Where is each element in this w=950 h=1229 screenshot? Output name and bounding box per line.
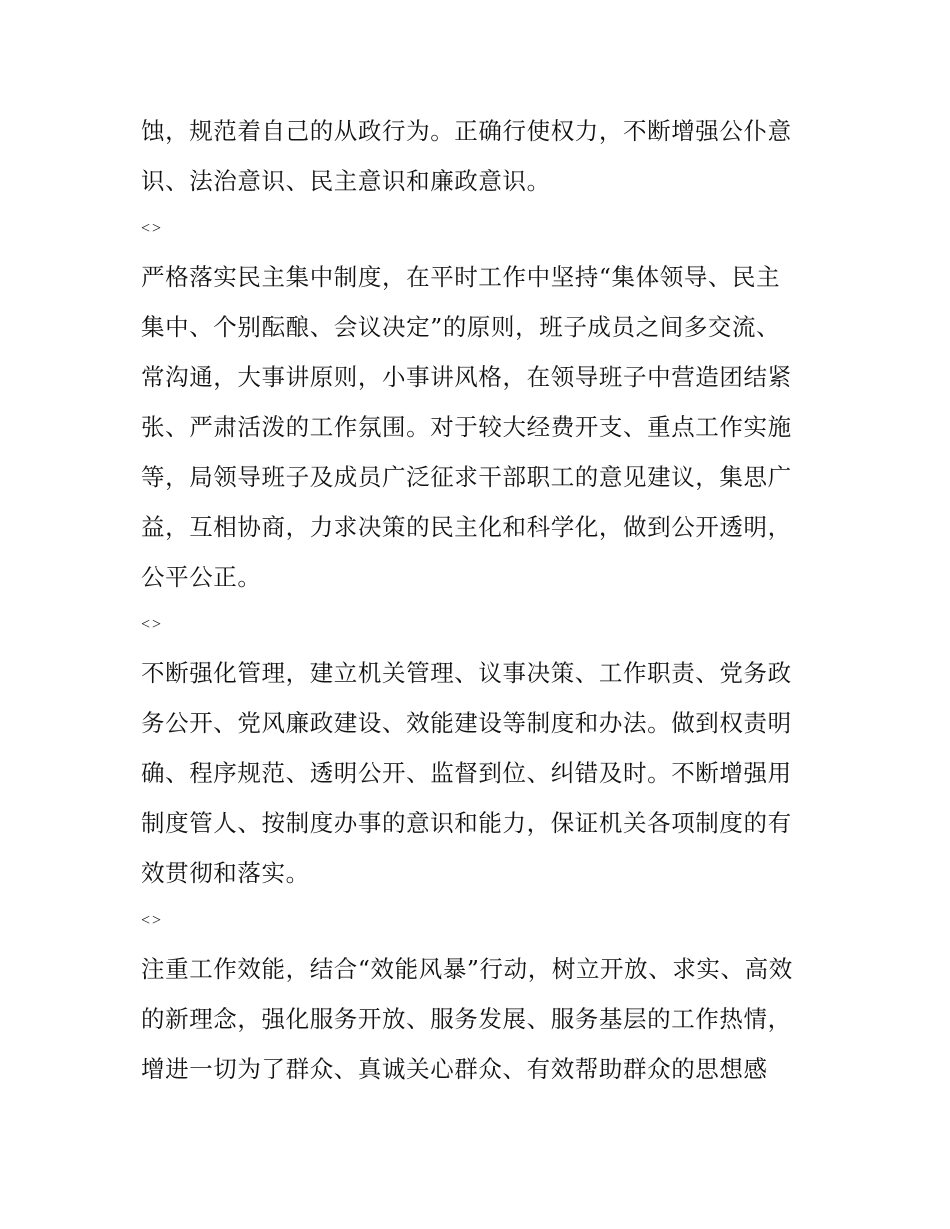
paragraph-separator: <> [141,220,164,237]
text-line: 常沟通，大事讲原则，小事讲风格，在领导班子中营造团结紧 [141,363,792,391]
paragraph-separator: <> [141,616,164,633]
text-line: 蚀，规范着自己的从政行为。正确行使权力，不断增强公仆意 [141,117,792,145]
text-line: 不断强化管理，建立机关管理、议事决策、工作职责、党务政 [141,659,792,687]
text-line: 张、严肃活泼的工作氛围。对于较大经费开支、重点工作实施 [141,413,792,441]
text-line: 效贯彻和落实。 [141,859,310,887]
paragraph-integrity [141,106,821,206]
paragraph-management [141,648,821,898]
text-line: 益，互相协商，力求决策的民主化和科学化，做到公开透明， [141,513,792,541]
text-line: 务公开、党风廉政建设、效能建设等制度和办法。做到权责明 [141,709,792,737]
text-line: 集中、个别酝酿、会议决定”的原则，班子成员之间多交流、 [141,313,781,341]
document-body [141,106,821,1094]
text-line: 增进一切为了群众、真诚关心群众、有效帮助群众的思想感 [141,1055,768,1083]
text-line: 的新理念，强化服务开放、服务发展、服务基层的工作热情， [141,1005,792,1033]
text-line: 制度管人、按制度办事的意识和能力，保证机关各项制度的有 [141,809,792,837]
paragraph-efficiency [141,944,821,1094]
text-line: 识、法治意识、民主意识和廉政意识。 [141,167,551,195]
text-line: 公平公正。 [141,563,262,591]
paragraph-separator: <> [141,912,164,929]
text-line: 确、程序规范、透明公开、监督到位、纠错及时。不断增强用 [141,759,792,787]
text-line: 等，局领导班子及成员广泛征求干部职工的意见建议，集思广 [141,463,792,491]
text-line: 严格落实民主集中制度，在平时工作中坚持“集体领导、民主 [141,263,781,291]
paragraph-democratic-centralism [141,252,821,602]
text-line: 注重工作效能，结合“效能风暴”行动，树立开放、求实、高效 [141,955,793,983]
